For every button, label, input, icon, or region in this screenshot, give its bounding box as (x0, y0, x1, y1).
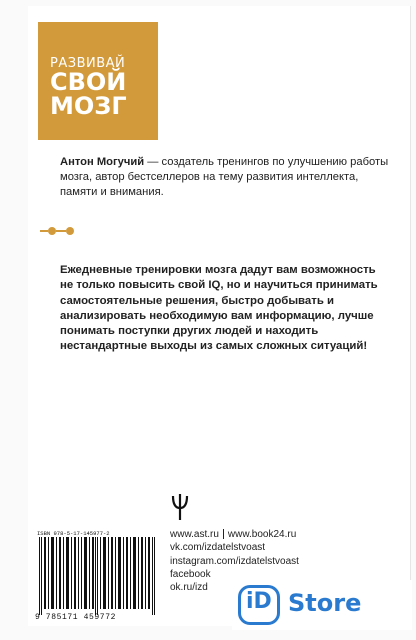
link-ast[interactable]: www.ast.ru (170, 529, 219, 540)
author-bio-text: — создатель тренингов по улучшению работы мозга, автор бестселлеров на тему развития интеллекта, памяти и внимания. (60, 156, 389, 198)
book-description: Ежедневные тренировки мозга дадут вам возможность не только повысить свой IQ, но и научиться принимать самостоятельные решения, быстро добывать и анализировать необходимую вам информацию, лучше понимать поступки других людей и находить нестандартные выходы из самых сложных ситуаций! (60, 264, 378, 353)
series-title-line2: СВОЙ (50, 68, 127, 96)
series-title-line1: РАЗВИВАЙ (50, 56, 126, 71)
barcode (33, 525, 161, 623)
link-ok[interactable]: ok.ru/izd (170, 582, 208, 594)
barcode-number: 9 785171 459772 (35, 613, 117, 622)
barcode-bars-icon (33, 537, 161, 615)
link-separator (223, 529, 224, 539)
publisher-psi-logo-icon (170, 492, 190, 522)
series-title-line3: МОЗГ (50, 92, 127, 120)
links-row-sites (170, 528, 299, 541)
link-vk[interactable]: vk.com/izdatelstvoast (170, 542, 266, 554)
link-instagram[interactable]: instagram.com/izdatelstvoast (170, 555, 299, 567)
link-facebook[interactable]: facebook (170, 568, 211, 580)
link-book24[interactable]: www.book24.ru (227, 529, 297, 540)
idstore-store-text: Store (288, 589, 362, 617)
idstore-id-text: iD (246, 589, 272, 614)
decorative-dots-icon (40, 224, 80, 238)
author-bio (60, 155, 390, 200)
author-name: Антон Могучий (60, 156, 145, 168)
isbn-text: ISBN 978-5-17-145977-2 (37, 530, 110, 537)
idstore-watermark (232, 580, 412, 630)
